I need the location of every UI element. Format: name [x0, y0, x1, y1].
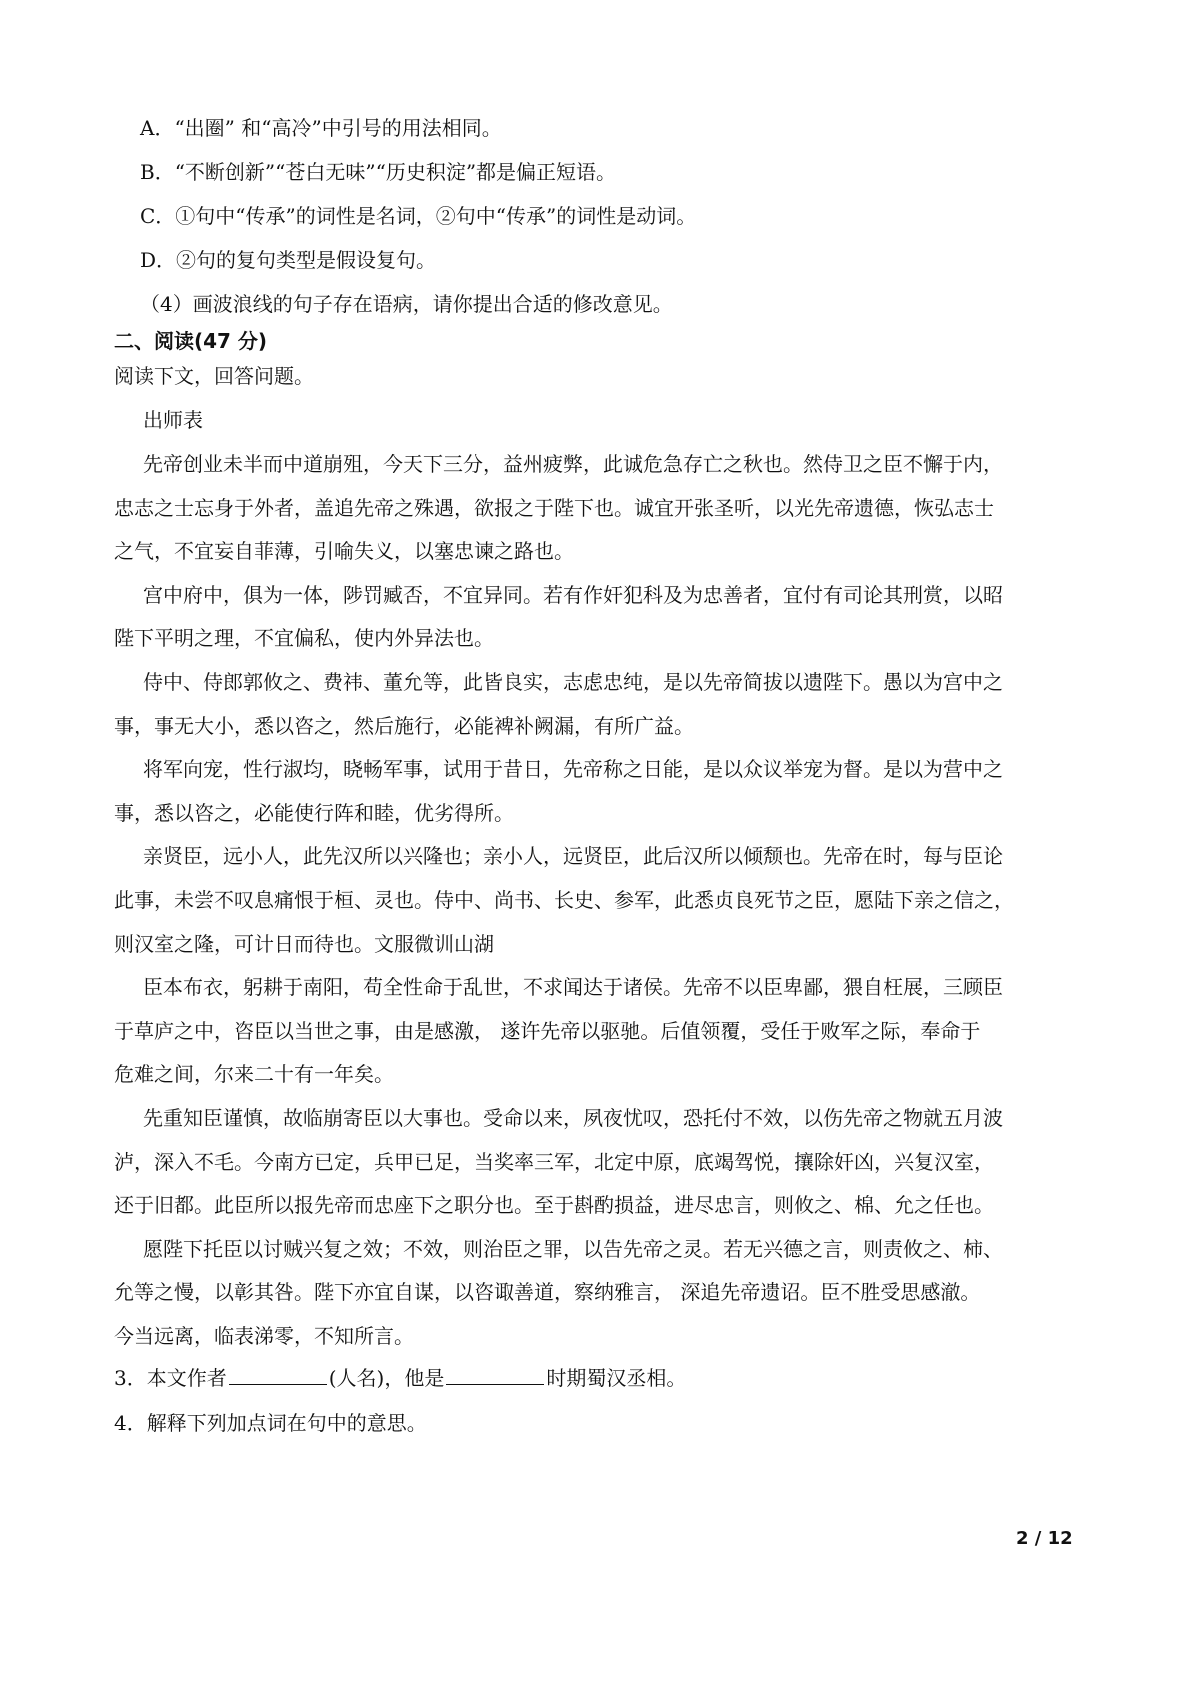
passage-line: 臣本布衣，躬耕于南阳，苟全性命于乱世，不求闻达于诸侯。先帝不以臣卑鄙，猥自枉展，三顾臣 [143, 975, 1003, 999]
passage-line: 先重知臣谨慎，故临崩寄臣以大事也。受命以来，夙夜忧叹，恐托付不效，以伤先帝之物就五月波 [143, 1106, 1003, 1130]
question-3 [114, 1364, 686, 1392]
passage-line: 忠志之士忘身于外者，盖追先帝之殊遇，欲报之于陛下也。诚宜开张圣听，以光先帝遗德，恢弘志士 [114, 496, 994, 520]
option-b: B．“不断创新”“苍白无味”“历史积淀”都是偏正短语。 [140, 160, 617, 184]
passage-line: 陛下平明之理，不宜偏私，使内外异法也。 [114, 626, 494, 650]
passage-line: 则汉室之隆，可计日而待也。文服微训山湖 [114, 932, 494, 956]
passage-line: 之气，不宜妄自菲薄，引喻失义，以塞忠谏之路也。 [114, 539, 574, 563]
passage-line: 亲贤臣，远小人，此先汉所以兴隆也；亲小人，远贤臣，此后汉所以倾颓也。先帝在时，每与臣论 [143, 844, 1003, 868]
passage-line: 将军向宠，性行淑均，晓畅军事，试用于昔日，先帝称之日能，是以众议举宠为督。是以为营中之 [143, 757, 1003, 781]
passage-line: 先帝创业未半而中道崩殂，今天下三分，益州疲弊，此诚危急存亡之秋也。然侍卫之臣不懈于内， [143, 452, 1003, 476]
answer-blank-period[interactable] [446, 1364, 544, 1385]
passage-title: 出师表 [143, 408, 203, 432]
passage-line: 允等之慢，以彰其咎。陛下亦宜自谋，以咨诹善道，察纳雅言， 深追先帝遗诏。臣不胜受思感澈。 [114, 1280, 981, 1304]
question-4: 4．解释下列加点词在句中的意思。 [114, 1411, 427, 1435]
question-3-part-a: 3．本文作者 [114, 1366, 227, 1390]
option-d: D．②句的复句类型是假设复句。 [140, 248, 437, 272]
option-c: C．①句中“传承”的词性是名词，②句中“传承”的词性是动词。 [140, 204, 697, 228]
passage-line: 愿陛下托臣以讨贼兴复之效；不效，则治臣之罪，以告先帝之灵。若无兴德之言，则责攸之、柿、 [143, 1237, 1003, 1261]
answer-blank-author[interactable] [229, 1364, 327, 1385]
passage-line: 侍中、侍郎郭攸之、费祎、董允等，此皆良实，志虑忠纯，是以先帝简拔以遗陛下。愚以为宫中之 [143, 670, 1003, 694]
question-3-part-c: 时期蜀汉丞相。 [546, 1366, 687, 1390]
passage-line: 今当远离，临表涕零，不知所言。 [114, 1324, 414, 1348]
passage-line: 宫中府中，俱为一体，陟罚臧否，不宜异同。若有作奸犯科及为忠善者，宜付有司论其刑赏，以昭 [143, 583, 1003, 607]
passage-line: 危难之间，尔来二十有一年矣。 [114, 1062, 394, 1086]
question-3-part-b: (人名)，他是 [328, 1366, 445, 1390]
page-number: 2 / 12 [1016, 1528, 1073, 1549]
sub-question-4: （4）画波浪线的句子存在语病，请你提出合适的修改意见。 [140, 292, 673, 316]
section-heading: 二、阅读(47 分) [114, 329, 268, 353]
passage-line: 还于旧都。此臣所以报先帝而忠座下之职分也。至于斟酌损益，进尽忠言，则攸之、棉、允之任也。 [114, 1193, 994, 1217]
passage-line: 事，悉以咨之，必能使行阵和睦，优劣得所。 [114, 801, 514, 825]
passage-line: 此事，未尝不叹息痛恨于桓、灵也。侍中、尚书、长史、参军，此悉贞良死节之臣，愿陆下亲之信之， [114, 888, 1014, 912]
instruction-text: 阅读下文，回答问题。 [114, 364, 314, 388]
option-a: A．“出圈” 和“高冷”中引号的用法相同。 [140, 116, 502, 140]
passage-line: 泸，深入不毛。今南方已定，兵甲已足，当奖率三军，北定中原，底竭驾悦，攘除奸凶，兴复汉室， [114, 1150, 994, 1174]
passage-line: 事，事无大小，悉以咨之，然后施行，必能裨补阙漏，有所广益。 [114, 714, 694, 738]
passage-line: 于草庐之中，咨臣以当世之事，由是感激， 遂许先帝以驱驰。后值领覆，受任于败军之际，奉命于 [114, 1019, 981, 1043]
